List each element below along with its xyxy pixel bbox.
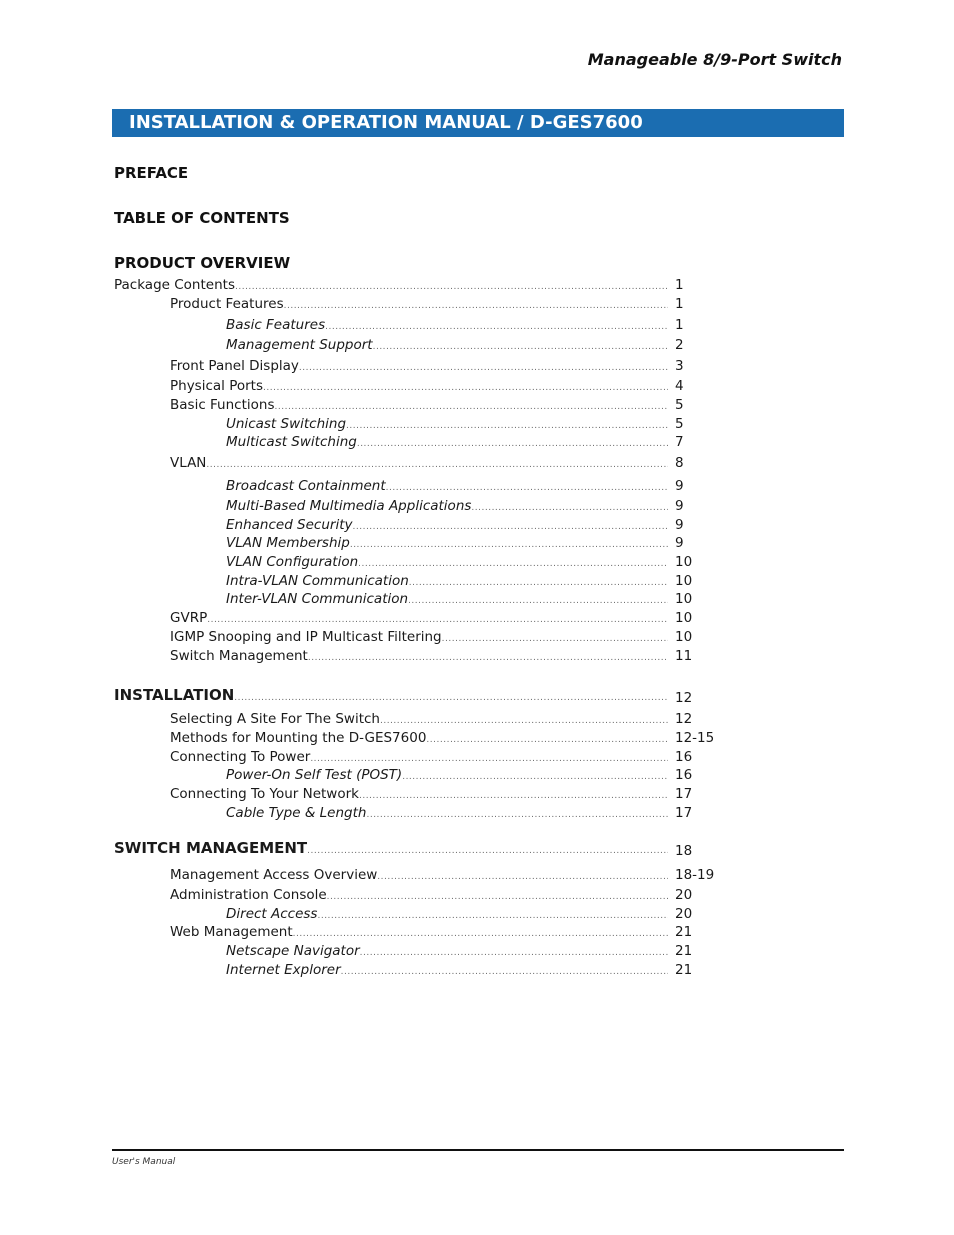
toc-entry-label: Product Features [170,296,284,312]
toc-leader-dots [293,925,668,943]
toc-entry [114,276,668,294]
toc-entry-label: GVRP [170,610,208,626]
toc-entry-label: Connecting To Your Network [170,786,359,802]
toc-entry [170,295,668,313]
toc-page-number: 12 [675,711,693,727]
toc-entry [170,609,668,627]
toc-page-number: 1 [675,296,684,312]
manual-title-bar: INSTALLATION & OPERATION MANUAL / D-GES7600 [112,109,844,137]
toc-entry-label: Management Support [226,337,373,353]
toc-entry-label: Direct Access [226,906,318,922]
toc-entry [170,628,668,646]
toc-leader-dots [234,689,668,707]
toc-page-number: 9 [675,478,684,494]
toc-entry [226,572,668,590]
toc-page-number: 1 [675,277,684,293]
toc-leader-dots [471,499,668,517]
toc-page-number: 20 [675,906,693,922]
toc-page-number: 5 [675,397,684,413]
toc-page-number: 1 [675,317,684,333]
toc-entry [226,766,668,784]
toc-leader-dots [442,630,668,648]
toc-page-number: 2 [675,337,684,353]
toc-leader-dots [207,611,668,629]
toc-entry [226,497,668,515]
toc-entry-label: Unicast Switching [226,416,347,432]
toc-leader-dots [357,435,668,453]
toc-entry [226,534,668,552]
toc-page-number: 16 [675,767,693,783]
toc-entry-label: Web Management [170,924,293,940]
toc-entry-label: VLAN [170,455,207,471]
toc-entry [226,516,668,534]
toc-page-number: 17 [675,805,693,821]
toc-leader-dots [366,806,668,824]
toc-entry-label: Switch Management [170,648,308,664]
toc-entry [170,785,668,803]
toc-entry [226,961,668,979]
toc-leader-dots [408,592,668,610]
toc-page-number: 18 [675,843,693,859]
toc-entry [170,454,668,472]
toc-page-number: 5 [675,416,684,432]
toc-entry [170,396,668,414]
toc-leader-dots [358,555,668,573]
toc-leader-dots [327,888,668,906]
toc-leader-dots [386,479,668,497]
toc-page-number: 20 [675,887,693,903]
toc-entry-label: Physical Ports [170,378,264,394]
toc-entry [226,590,668,608]
toc-leader-dots [325,318,668,336]
toc-leader-dots [377,868,668,886]
toc-entry [226,477,668,495]
toc-leader-dots [206,456,668,474]
toc-entry-label: Connecting To Power [170,749,311,765]
toc-leader-dots [380,712,668,730]
toc-entry [226,942,668,960]
toc-page-number: 18-19 [675,867,715,883]
toc-page-number: 3 [675,358,684,374]
toc-entry-label: Intra-VLAN Communication [226,573,409,589]
toc-leader-dots [307,842,668,860]
toc-entry-label: VLAN Configuration [226,554,359,570]
toc-page-number: 17 [675,786,693,802]
toc-page-number: 9 [675,517,684,533]
toc-leader-dots [284,297,668,315]
toc-leader-dots [426,731,668,749]
toc-leader-dots [341,963,668,981]
toc-entry-label: VLAN Membership [226,535,350,551]
toc-entry-label: INSTALLATION [114,686,235,704]
toc-entry-label: Power-On Self Test (POST) [226,767,403,783]
toc-leader-dots [373,338,668,356]
toc-leader-dots [235,278,668,296]
toc-page-number: 21 [675,924,693,940]
footer-rule [112,1149,844,1151]
toc-entry-label: IGMP Snooping and IP Multicast Filtering [170,629,442,645]
toc-entry [170,357,668,375]
heading-preface: PREFACE [114,164,189,182]
toc-entry [226,415,668,433]
toc-section-heading [114,839,668,857]
toc-leader-dots [350,536,668,554]
toc-leader-dots [360,944,668,962]
toc-entry-label: Inter-VLAN Communication [226,591,409,607]
toc-page-number: 8 [675,455,684,471]
toc-page-number: 12-15 [675,730,715,746]
toc-page-number: 9 [675,535,684,551]
toc-entry-label: Broadcast Containment [226,478,386,494]
toc-entry [170,923,668,941]
toc-entry-label: Multi-Based Multimedia Applications [226,498,472,514]
toc-entry [170,866,668,884]
toc-entry [170,710,668,728]
toc-page-number: 10 [675,554,693,570]
toc-leader-dots [308,649,668,667]
header-title: Manageable 8/9-Port Switch [587,50,842,69]
toc-page-number: 10 [675,591,693,607]
toc-entry-label: Basic Functions [170,397,275,413]
heading-table-of-contents: TABLE OF CONTENTS [114,209,290,227]
toc-page-number: 4 [675,378,684,394]
toc-leader-dots [275,398,669,416]
toc-entry [226,553,668,571]
toc-page-number: 21 [675,943,693,959]
toc-entry [226,316,668,334]
toc-entry-label: Selecting A Site For The Switch [170,711,380,727]
toc-page-number: 9 [675,498,684,514]
toc-page-number: 12 [675,690,693,706]
toc-entry [170,748,668,766]
toc-page-number: 21 [675,962,693,978]
heading-product-overview: PRODUCT OVERVIEW [114,254,291,272]
toc-entry [170,886,668,904]
footer-text: User's Manual [112,1157,176,1167]
toc-page-number: 10 [675,573,693,589]
toc-entry-label: Netscape Navigator [226,943,360,959]
toc-entry [226,905,668,923]
toc-page-number: 7 [675,434,684,450]
toc-entry [170,377,668,395]
toc-entry-label: Front Panel Display [170,358,299,374]
toc-entry-label: Multicast Switching [226,434,357,450]
toc-entry [170,729,668,747]
toc-section-heading [114,686,668,704]
toc-leader-dots [299,359,668,377]
toc-leader-dots [359,787,668,805]
toc-entry-label: Basic Features [226,317,326,333]
toc-entry-label: Internet Explorer [226,962,341,978]
toc-entry [170,647,668,665]
toc-entry-label: Methods for Mounting the D-GES7600 [170,730,427,746]
toc-page-number: 10 [675,629,693,645]
toc-entry [226,804,668,822]
toc-entry-label: Enhanced Security [226,517,353,533]
toc-entry-label: Cable Type & Length [226,805,367,821]
toc-entry-label: Administration Console [170,887,327,903]
toc-leader-dots [402,768,668,786]
toc-page-number: 16 [675,749,693,765]
toc-entry [226,336,668,354]
toc-page-number: 11 [675,648,693,664]
toc-leader-dots [263,379,668,397]
toc-entry-label: Management Access Overview [170,867,378,883]
toc-page-number: 10 [675,610,693,626]
toc-entry [226,433,668,451]
toc-entry-label: Package Contents [114,277,235,293]
toc-entry-label: SWITCH MANAGEMENT [114,839,308,857]
